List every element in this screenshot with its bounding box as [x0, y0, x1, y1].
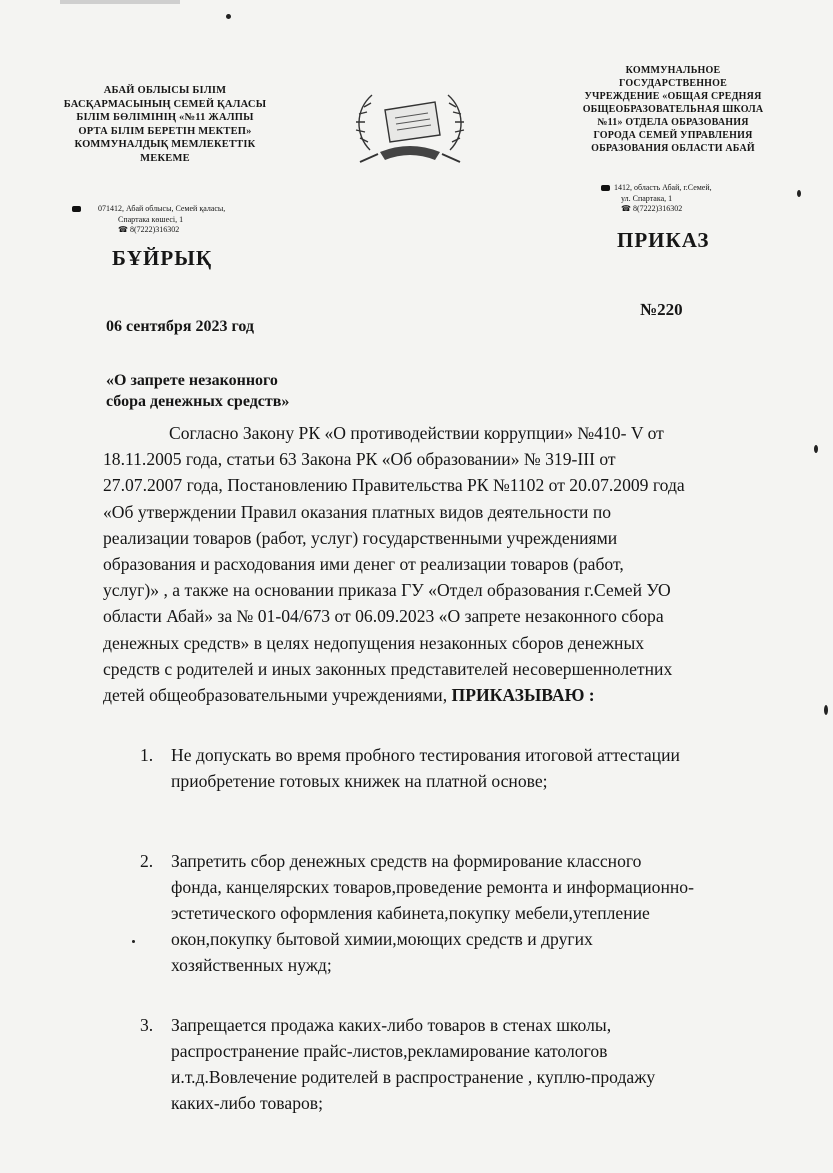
address-left: [98, 204, 225, 236]
header-right-line: №11» ОТДЕЛА ОБРАЗОВАНИЯ: [597, 117, 749, 128]
body-line: «Об утверждении Правил оказания платных видов деятельности по: [103, 501, 612, 522]
header-right-org-name: [548, 64, 798, 155]
header-right-line: ОБЩЕОБРАЗОВАТЕЛЬНАЯ ШКОЛА: [582, 104, 764, 115]
doc-title-ru: ПРИКАЗ: [617, 228, 710, 252]
list-item-line: фонда, канцелярских товаров,проведение ремонта и информационно-: [171, 877, 694, 897]
body-line: 27.07.2007 года, Постановлению Правительства РК №1102 от 20.07.2009 года: [103, 475, 685, 496]
body-line: детей общеобразовательными учреждениями,: [103, 685, 452, 706]
address-right-line1: 1412, область Абай, г.Семей,: [614, 183, 712, 192]
list-item-line: приобретение готовых книжек на платной основе;: [171, 771, 548, 791]
header-left-line: БІЛІМ БӨЛІМІНІҢ «№11 ЖАЛПЫ: [76, 112, 254, 123]
phone-right: ☎ 8(7222)316302: [621, 204, 683, 213]
body-line: области Абай» за № 01-04/673 от 06.09.2023 «О запрете незаконного сбора: [103, 606, 664, 627]
list-item-number: 1.: [140, 745, 154, 765]
header-right-line: ОБРАЗОВАНИЯ ОБЛАСТИ АБАЙ: [591, 143, 755, 154]
doc-date: 06 сентября 2023 год: [106, 318, 254, 335]
subject-line: сбора денежных средств»: [106, 393, 290, 410]
body-last-line: [103, 682, 808, 708]
subject-line: «О запрете незаконного: [106, 372, 278, 389]
list-item-line: Запрещается продажа каких-либо товаров в стенах школы,: [171, 1015, 612, 1035]
list-item-line: хозяйственных нужд;: [171, 955, 332, 975]
bullet-mark-icon: [601, 185, 610, 191]
header-right-line: КОММУНАЛЬНОЕ: [625, 65, 721, 76]
header-left-line: КОММУНАЛДЫҚ МЕМЛЕКЕТТІК: [74, 139, 256, 150]
doc-title-kz: БҰЙРЫҚ: [112, 246, 213, 270]
list-item-line: Не допускать во время пробного тестирования итоговой аттестации: [171, 745, 680, 765]
list-item-line: Запретить сбор денежных средств на формирование классного: [171, 851, 642, 871]
list-item-line: каких-либо товаров;: [171, 1093, 323, 1113]
body-paragraph: [103, 420, 808, 708]
body-line: средств с родителей и иных законных представителей несовершеннолетних: [103, 658, 673, 679]
scan-speck: [797, 190, 801, 197]
order-word: ПРИКАЗЫВАЮ :: [451, 685, 595, 706]
body-line: 18.11.2005 года, статьи 63 Закона РК «Об образовании» № 319-III от: [103, 449, 616, 470]
header-left-line: АБАЙ ОБЛЫСЫ БІЛІМ: [103, 85, 227, 96]
address-right-line2: ул. Спартака, 1: [621, 193, 673, 203]
list-item-line: и.т.д.Вовлечение родителей в распространение , куплю-продажу: [171, 1067, 656, 1087]
header-left-line: ОРТА БІЛІМ БЕРЕТІН МЕКТЕП»: [78, 125, 252, 137]
phone-left: ☎ 8(7222)316302: [118, 225, 180, 234]
header-right-line: УЧРЕЖДЕНИЕ «ОБЩАЯ СРЕДНЯЯ: [584, 91, 762, 102]
header-left-line: БАСҚАРМАСЫНЫҢ СЕМЕЙ ҚАЛАСЫ: [63, 98, 267, 110]
body-line: услуг)» , а также на основании приказа ГУ «Отдел образования г.Семей УО: [103, 580, 671, 601]
header-left-line: МЕКЕМЕ: [140, 152, 190, 164]
scan-edge-mark: [60, 0, 180, 4]
address-left-line2: Спартака көшесі, 1: [118, 214, 184, 224]
body-line: реализации товаров (работ, услуг) государственными учреждениями: [103, 527, 618, 548]
doc-number: №220: [640, 300, 683, 319]
list-item-line: окон,покупку бытовой химии,моющих средств и других: [171, 929, 593, 949]
address-left-line1: 071412, Абай облысы, Семей қаласы,: [98, 204, 226, 213]
body-line: образования и расходования ими денег от реализации товаров (работ,: [103, 554, 624, 575]
list-item-number: 2.: [140, 851, 154, 871]
header-right-line: ГОРОДА СЕМЕЙ УПРАВЛЕНИЯ: [593, 130, 753, 141]
scan-speck: [824, 705, 828, 715]
header-left-org-name: [40, 84, 290, 165]
list-item-number: 3.: [140, 1015, 154, 1035]
address-right: [601, 183, 712, 215]
header-right-line: ГОСУДАРСТВЕННОЕ: [619, 78, 727, 89]
scan-speck: [226, 14, 231, 19]
list-item-line: распространение прайс-листов,рекламирование катологов: [171, 1041, 608, 1061]
body-line: Согласно Закону РК «О противодействии коррупции» №410- V от: [169, 423, 664, 443]
doc-subject: [106, 370, 289, 412]
body-line: денежных средств» в целях недопущения незаконных сборов денежных: [103, 632, 645, 653]
emblem-icon: [340, 80, 480, 170]
list-item-line: эстетического оформления кабинета,покупку мебели,утепление: [171, 903, 650, 923]
scan-speck: [132, 940, 135, 943]
scan-speck: [814, 445, 818, 453]
bullet-mark-icon: [72, 206, 81, 212]
